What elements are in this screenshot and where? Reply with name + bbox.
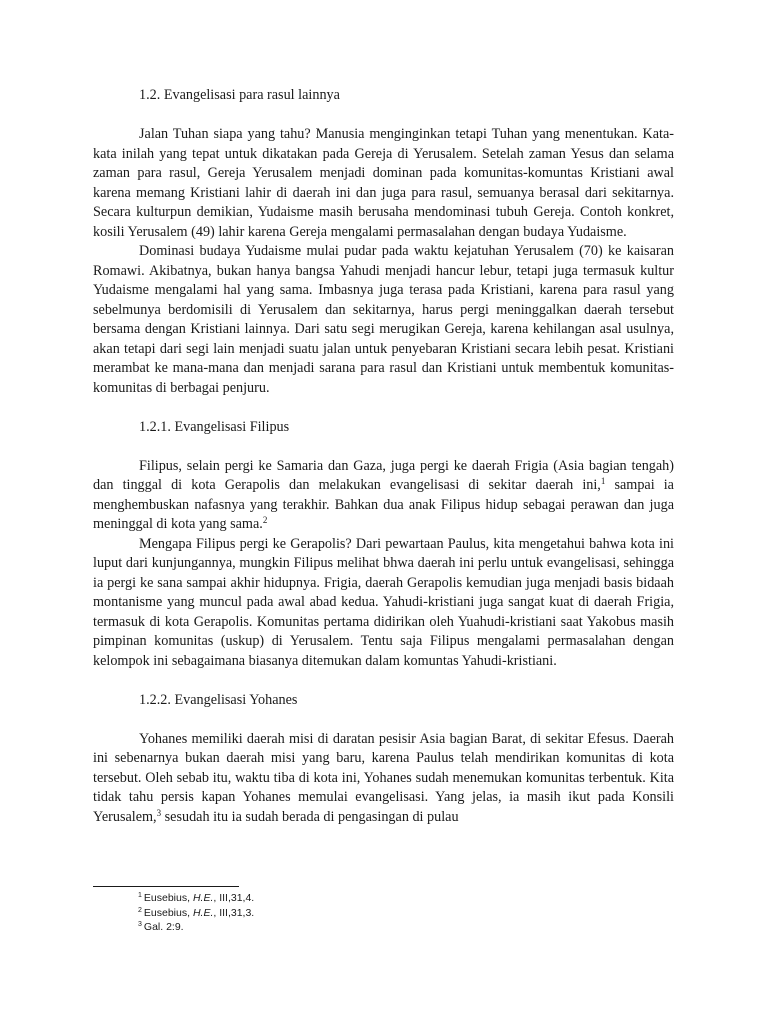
- spacer: [93, 710, 674, 730]
- paragraph-text: Yohanes memiliki daerah misi di daratan pesisir Asia bagian Barat, di sekitar Efesus. Daerah ini sebenarnya bukan daerah misi yang baru, karena Paulus telah mendirikan komunitas di kota tersebut. Oleh sebab itu, waktu tiba di kota ini, Yohanes sudah menemukan komunitas terbentuk. Kita tidak tahu persis kapan Yohanes memulai evangelisasi. Yang jelas, ia masih ikut pada Konsili Yerusalem,: [93, 730, 674, 825]
- footnote-ref-text: , III,31,4.: [213, 892, 255, 904]
- footnote-text: Gal. 2:9.: [143, 921, 184, 933]
- spacer: [93, 437, 674, 457]
- paragraph: [93, 457, 674, 535]
- footnote-ref-text: , III,31,3.: [213, 906, 255, 919]
- footnote-author: Eusebius,: [143, 892, 193, 904]
- spacer: [93, 671, 674, 691]
- footnote-3: [138, 920, 678, 935]
- paragraph: Mengapa Filipus pergi ke Gerapolis? Dari pewartaan Paulus, kita mengetahui bahwa kota ini luput dari kunjungannya, mungkin Filipus melihat bhwa daerah ini perlu untuk evangelisasi, sehingga ia pergi ke sana sampai akhir hidupnya. Frigia, daerah Gerapolis kemudian juga menjadi basis bidaah montanisme yang muncul pada awal abad kedua. Yahudi-kristiani juga sangat kuat di daerah Frigia, termasuk di kota Gerapolis. Komunitas pertama didirikan oleh Yuahudi-kristiani saat Yakobus masih pimpinan komunitas (uskup) di Yerusalem. Tentu saja Filipus mengalami permasalahan dengan kelompok ini sebagaimana biasanya ditemukan dalam komuntas Yahudi-kristiani.: [93, 535, 674, 669]
- footnote-ref-2[interactable]: 2: [262, 515, 268, 525]
- footnote-number: 2: [138, 906, 142, 914]
- paragraph: Jalan Tuhan siapa yang tahu? Manusia menginginkan tetapi Tuhan yang menentukan. Kata-kata inilah yang tepat untuk dikatakan pada Gereja di Yerusalem. Setelah zaman Yesus dan selama zaman para rasul, Gereja Yerusalem menjadi dominan pada komunitas-komuntas Kristiani awal karena memang Kristiani lahir di daerah ini dan juga para rasul, semuanya berasal dari sekitarnya. Secara kulturpun demikian, Yudaisme masih berusaha mendominasi tubuh Gereja. Contoh konkret, kosili Yerusalem (49) lahir karena Gereja mengalami permasalahan dengan budaya Yudaisme.: [93, 126, 674, 240]
- footnote-number: 3: [138, 921, 142, 928]
- footnote-1: [138, 891, 678, 906]
- spacer: [93, 398, 674, 418]
- section-heading-1-2-2: 1.2.2. Evangelisasi Yohanes: [139, 691, 298, 708]
- footnote-separator: [93, 886, 239, 887]
- footnote-ref-1[interactable]: 1: [600, 476, 606, 486]
- spacer: [93, 106, 674, 126]
- paragraph-text: sesudah itu ia sudah berada di pengasingan di pulau: [161, 808, 459, 825]
- section-heading-1-2-1: 1.2.1. Evangelisasi Filipus: [139, 418, 290, 435]
- footnote-work: H.E.: [192, 892, 214, 904]
- paragraph: [93, 730, 674, 828]
- footnote-work: H.E.: [192, 906, 214, 919]
- footnote-ref-3[interactable]: 3: [156, 807, 162, 818]
- footnotes: [138, 891, 678, 935]
- paragraph-text: Filipus, selain pergi ke Samaria dan Gaza, juga pergi ke daerah Frigia (Asia bagian tengah) dan tinggal di kota Gerapolis dan melakukan evangelisasi di sekitar daerah ini,: [93, 457, 674, 493]
- body-text: [93, 86, 674, 827]
- paragraph: Dominasi budaya Yudaisme mulai pudar pada waktu kejatuhan Yerusalem (70) ke kaisaran Romawi. Akibatnya, bukan hanya bangsa Yahudi menjadi hancur lebur, tetapi juga termasuk kultur Yudaisme mengalami hal yang sama. Imbasnya juga terasa pada Kristiani, karena para rasul yang sebelmunya berdomisili di Yerusalem dan sekitarnya, harus pergi meninggalkan daerah tersebut bersama dengan Kristiani lainnya. Dari satu segi merugikan Gereja, karena kehilangan asal usulnya, akan tetapi dari segi lain menjadi suatu jalan untuk penyebaran Kristiani secara lebih pesat. Kristiani merambat ke mana-mana dan menjadi sarana para rasul dan Kristiani untuk membentuk komunitas-komunitas di berbagai penjuru.: [93, 243, 674, 396]
- footnote-number: 1: [138, 892, 142, 899]
- paragraph-text: sampai ia menghembuskan nafasnya yang terakhir. Bahkan dua anak Filipus hidup sebagai perawan dan juga meninggal di kota yang sama.: [93, 477, 674, 532]
- section-heading-1-2: 1.2. Evangelisasi para rasul lainnya: [139, 87, 340, 103]
- footnote-2: [138, 906, 678, 921]
- footnote-author: Eusebius,: [143, 906, 193, 919]
